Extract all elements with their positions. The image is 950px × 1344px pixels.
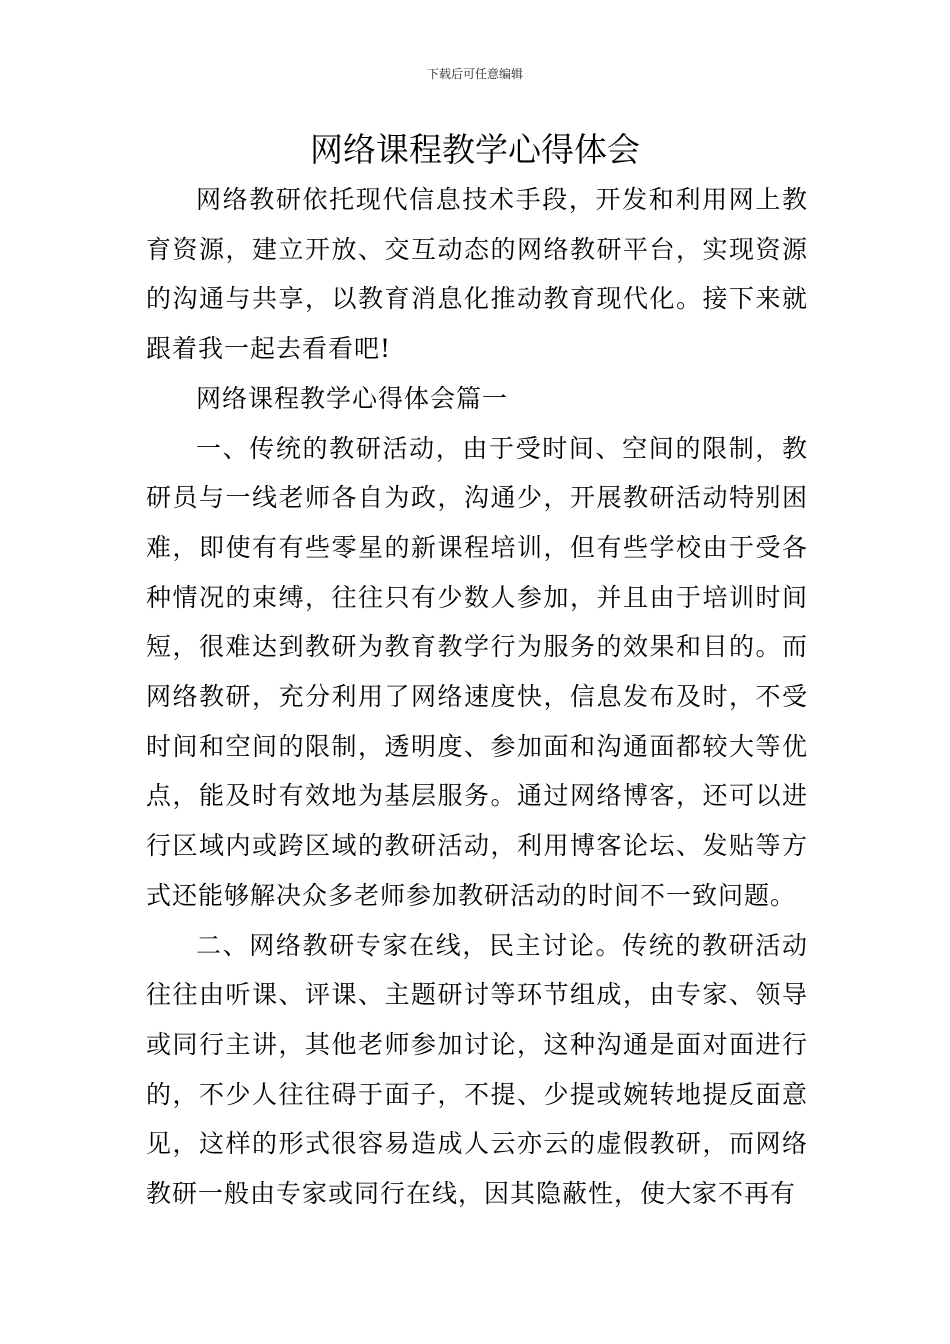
document-title: 网络课程教学心得体会: [310, 130, 640, 169]
paragraph-intro: 网络教研依托现代信息技术手段，开发和利用网上教育资源，建立开放、交互动态的网络教研平台，实现资源的沟通与共享，以教育消息化推动教育现代化。接下来就跟着我一起去看看吧!: [146, 185, 808, 364]
header-note: 下载后可任意编辑: [426, 67, 523, 81]
section-heading: 网络课程教学心得体会篇一: [196, 383, 509, 413]
paragraph-two: 二、网络教研专家在线，民主讨论。传统的教研活动往往由听课、评课、主题研讨等环节组成，由专家、领导或同行主讲，其他老师参加讨论，这种沟通是面对面进行的，不少人往往碍于面子，不提、少提或婉转地提反面意见，这样的形式很容易造成人云亦云的虚假教研，而网络教研一般由专家或同行在线，因其隐蔽性，使大家不再有: [146, 930, 808, 1209]
document-body: [146, 175, 808, 1219]
paragraph-one: 一、传统的教研活动，由于受时间、空间的限制，教研员与一线老师各自为政，沟通少，开展教研活动特别困难，即使有有些零星的新课程培训，但有些学校由于受各种情况的束缚，往往只有少数人参加，并且由于培训时间短，很难达到教研为教育教学行为服务的效果和目的。而网络教研，充分利用了网络速度快，信息发布及时，不受时间和空间的限制，透明度、参加面和沟通面都较大等优点，能及时有效地为基层服务。通过网络博客，还可以进行区域内或跨区域的教研活动，利用博客论坛、发贴等方式还能够解决众多老师参加教研活动的时间不一致问题。: [146, 433, 808, 910]
